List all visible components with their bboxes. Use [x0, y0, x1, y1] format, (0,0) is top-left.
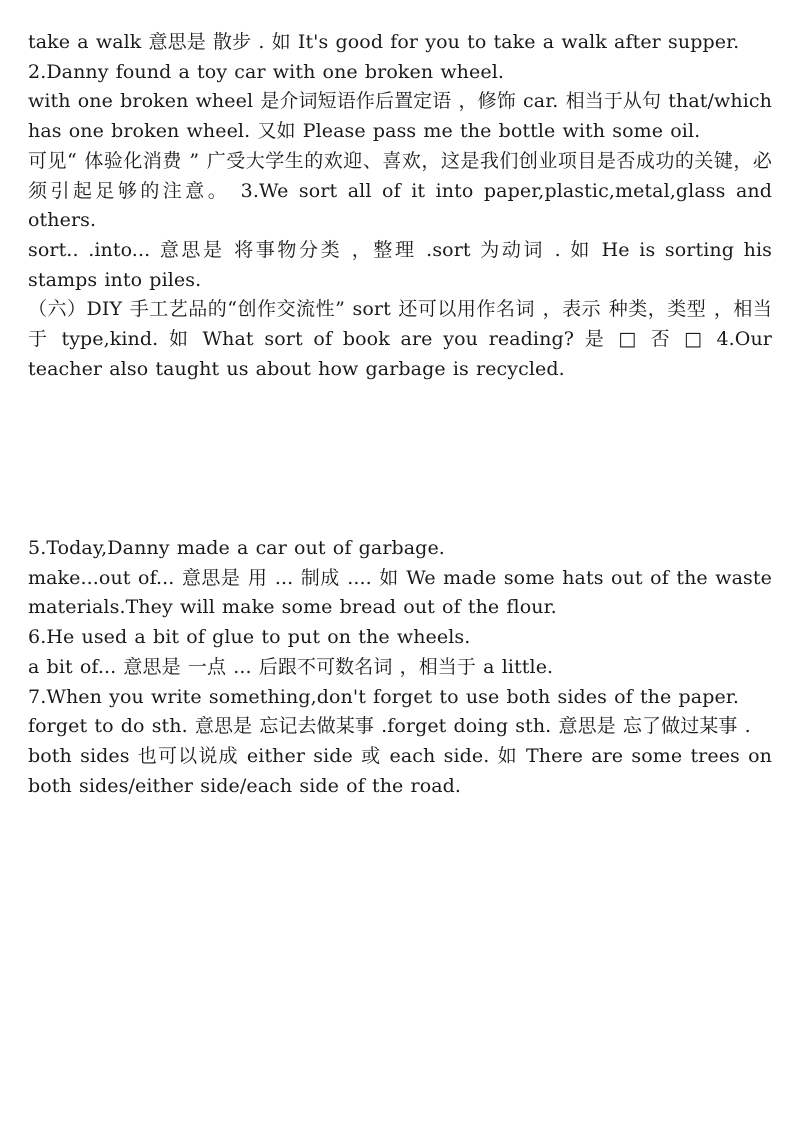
paragraph-sentence-7: 7.When you write something,don't forget to use both sides of the paper.	[28, 685, 740, 708]
paragraph-a-bit-of-note: a bit of... 意思是 一点 ... 后跟不可数名词 ，相当于 a little.	[28, 655, 554, 678]
paragraph-sort-noun-sentence-4: （六）DIY 手工艺品的“创作交流性” sort 还可以用作名词 ，表示 种类，类型 ，相当于 type,kind. 如 What sort of book are you reading? 是 □ 否 □ 4.Our teacher also taught us about how garbage is recycled.	[28, 298, 772, 380]
paragraph-make-out-of-note: make...out of... 意思是 用 ... 制成 .... 如 We made some hats out of the waste materials.They will make some bread out of the flour.	[28, 566, 772, 619]
paragraph-sort-into-note: sort.. .into... 意思是 将事物分类 ，整理 .sort 为动词 . 如 He is sorting his stamps into piles.	[28, 238, 772, 291]
paragraph-consumption-sentence-3: 可见“ 体验化消费 ” 广受大学生的欢迎、喜欢，这是我们创业项目是否成功的关键，必须引起足够的注意。 3.We sort all of it into paper,plastic,metal,glass and others.	[28, 149, 772, 232]
text-section-b	[28, 534, 772, 801]
text-section-a	[28, 28, 772, 384]
paragraph-forget-note: forget to do sth. 意思是 忘记去做某事 .forget doing sth. 意思是 忘了做过某事 .	[28, 715, 751, 738]
paragraph-take-a-walk: take a walk 意思是 散步 . 如 It's good for you to take a walk after supper.	[28, 31, 740, 53]
paragraph-sentence-6: 6.He used a bit of glue to put on the wheels.	[28, 626, 471, 649]
paragraph-both-sides-note: both sides 也可以说成 either side 或 each side. 如 There are some trees on both sides/either side/each side of the road.	[28, 744, 772, 797]
paragraph-sentence-2: 2.Danny found a toy car with one broken wheel.	[28, 60, 505, 83]
paragraph-broken-wheel-note: with one broken wheel 是介词短语作后置定语 ，修饰 car. 相当于从句 that/which has one broken wheel. 又如 Please pass me the bottle with some oil.	[28, 90, 772, 143]
paragraph-sentence-5: 5.Today,Danny made a car out of garbage.	[28, 537, 445, 559]
